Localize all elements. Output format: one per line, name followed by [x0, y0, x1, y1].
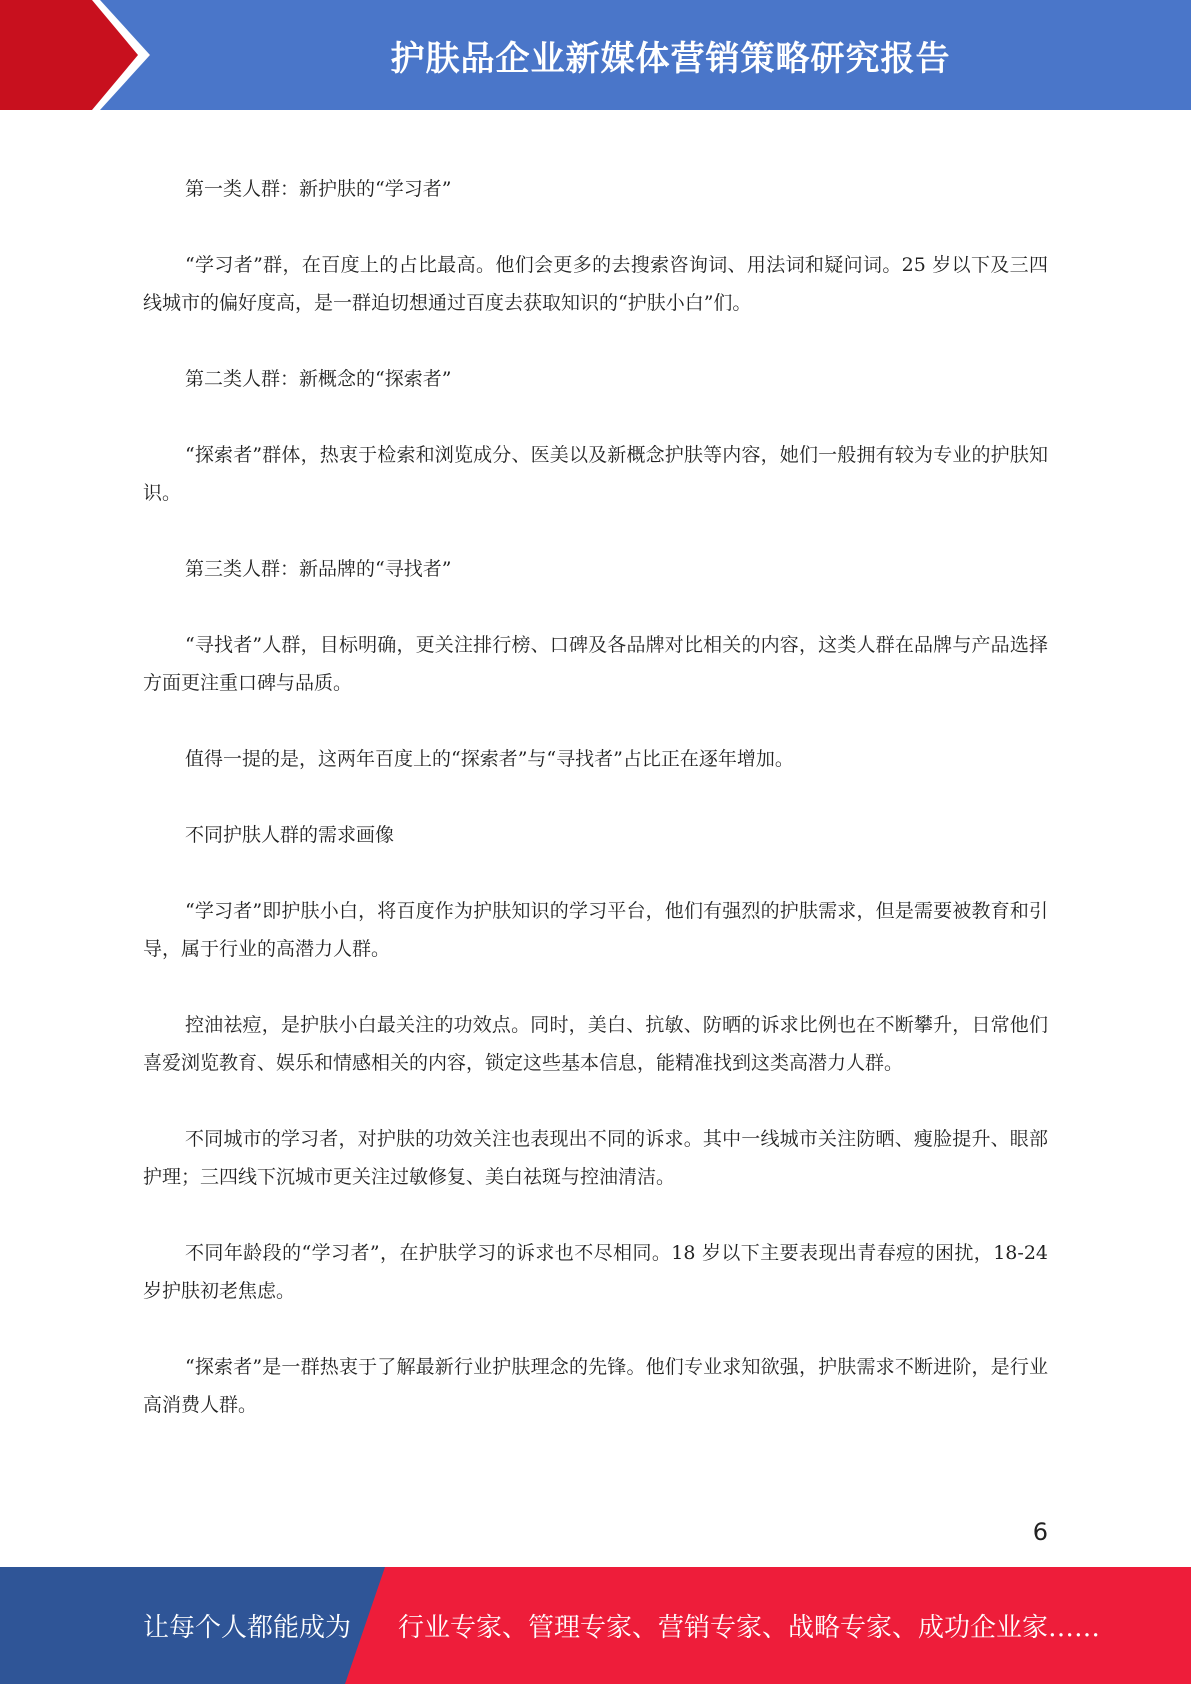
paragraph: 第一类人群：新护肤的“学习者” — [185, 178, 452, 200]
header-arrow-decoration — [0, 0, 150, 110]
paragraph: “探索者”是一群热衷于了解最新行业护肤理念的先锋。他们专业求知欲强，护肤需求不断进阶，是行业高消费人群。 — [143, 1356, 1048, 1416]
paragraph: 不同年龄段的“学习者”，在护肤学习的诉求也不尽相同。18 岁以下主要表现出青春痘的困扰，18-24 岁护肤初老焦虑。 — [143, 1242, 1048, 1302]
document-title: 护肤品企业新媒体营销策略研究报告 — [390, 38, 951, 79]
section-heading: 不同护肤人群的需求画像 — [185, 824, 395, 846]
page-number: 6 — [1032, 1518, 1048, 1546]
footer-banner — [0, 1567, 1191, 1684]
paragraph: “寻找者”人群，目标明确，更关注排行榜、口碑及各品牌对比相关的内容，这类人群在品牌与产品选择方面更注重口碑与品质。 — [143, 634, 1048, 694]
footer-slogan-right: 行业专家、管理专家、营销专家、战略专家、成功企业家…… — [398, 1613, 1101, 1643]
paragraph: “学习者”即护肤小白，将百度作为护肤知识的学习平台，他们有强烈的护肤需求，但是需要被教育和引导，属于行业的高潜力人群。 — [143, 900, 1048, 960]
paragraph: 第二类人群：新概念的“探索者” — [185, 368, 452, 390]
paragraph: 值得一提的是，这两年百度上的“探索者”与“寻找者”占比正在逐年增加。 — [185, 748, 794, 770]
footer-slogan-left: 让每个人都能成为 — [143, 1613, 352, 1643]
paragraph: “探索者”群体，热衷于检索和浏览成分、医美以及新概念护肤等内容，她们一般拥有较为专业的护肤知识。 — [143, 444, 1048, 504]
paragraph: 不同城市的学习者，对护肤的功效关注也表现出不同的诉求。其中一线城市关注防晒、瘦脸提升、眼部护理；三四线下沉城市更关注过敏修复、美白祛斑与控油清洁。 — [143, 1128, 1048, 1188]
document-body — [143, 170, 1048, 1462]
header-banner — [0, 0, 1191, 110]
paragraph: “学习者”群，在百度上的占比最高。他们会更多的去搜索咨询词、用法词和疑问词。25 岁以下及三四线城市的偏好度高，是一群迫切想通过百度去获取知识的“护肤小白”们。 — [143, 254, 1048, 314]
paragraph: 控油祛痘，是护肤小白最关注的功效点。同时，美白、抗敏、防晒的诉求比例也在不断攀升，日常他们喜爱浏览教育、娱乐和情感相关的内容，锁定这些基本信息，能精准找到这类高潜力人群。 — [143, 1014, 1048, 1074]
paragraph: 第三类人群：新品牌的“寻找者” — [185, 558, 452, 580]
